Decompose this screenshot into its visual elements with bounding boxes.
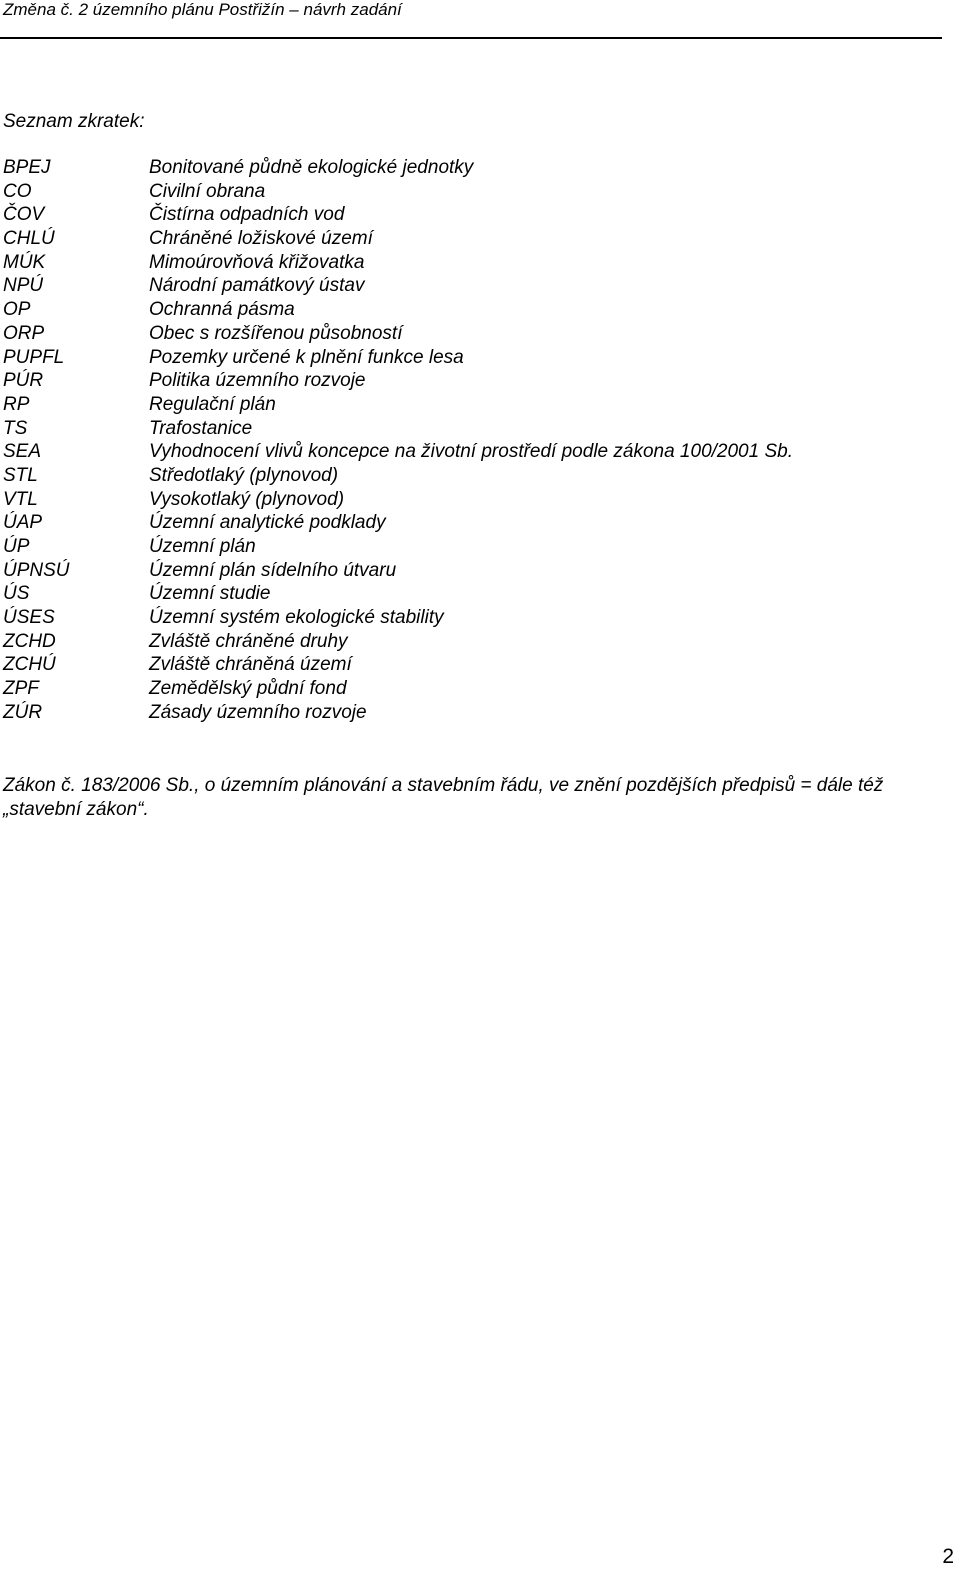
list-item (3, 180, 933, 204)
abbreviation-code: ZPF (3, 678, 39, 700)
list-item (3, 677, 933, 701)
abbreviation-code: NPÚ (3, 275, 44, 297)
abbreviation-meaning: Trafostanice (149, 417, 253, 439)
abbreviation-meaning: Územní plán sídelního útvaru (149, 559, 397, 581)
abbreviation-code: ORP (3, 322, 45, 344)
abbreviation-meaning: Ochranná pásma (149, 299, 295, 321)
header-divider (0, 37, 942, 39)
abbreviation-code: RP (3, 393, 30, 415)
list-item (3, 227, 933, 251)
list-item (3, 630, 933, 654)
abbreviation-meaning: Národní památkový ústav (149, 275, 365, 297)
list-item (3, 322, 933, 346)
abbreviations-heading: Seznam zkratek: (3, 111, 145, 132)
abbreviation-code: VTL (3, 488, 38, 510)
abbreviation-code: OP (3, 299, 31, 321)
abbreviation-meaning: Politika územního rozvoje (149, 370, 366, 392)
list-item (3, 440, 933, 464)
list-item (3, 464, 933, 488)
abbreviation-code: ČOV (3, 204, 45, 226)
list-item (3, 251, 933, 275)
abbreviation-code: CHLÚ (3, 228, 55, 250)
abbreviation-meaning: Zemědělský půdní fond (149, 678, 347, 700)
list-item (3, 488, 933, 512)
abbreviation-meaning: Vyhodnocení vlivů koncepce na životní prostředí podle zákona 100/2001 Sb. (149, 441, 793, 463)
abbreviation-meaning: Územní analytické podklady (149, 512, 386, 534)
abbreviation-code: TS (3, 417, 28, 439)
abbreviation-meaning: Mimoúrovňová křižovatka (149, 251, 365, 273)
abbreviation-meaning: Civilní obrana (149, 180, 266, 202)
abbreviation-code: CO (3, 180, 32, 202)
list-item (3, 298, 933, 322)
abbreviations-list (3, 156, 933, 725)
abbreviation-code: ZCHD (3, 630, 56, 652)
list-item (3, 203, 933, 227)
abbreviation-meaning: Zvláště chráněné druhy (149, 630, 348, 652)
abbreviation-code: ÚS (3, 583, 30, 605)
abbreviation-code: PÚR (3, 370, 44, 392)
abbreviation-meaning: Bonitované půdně ekologické jednotky (149, 157, 474, 178)
abbreviation-meaning: Zásady územního rozvoje (149, 701, 367, 723)
abbreviation-code: STL (3, 464, 38, 486)
page-header-title: Změna č. 2 územního plánu Postřižín – návrh zadání (3, 0, 402, 19)
list-item (3, 156, 933, 180)
list-item (3, 559, 933, 583)
abbreviation-meaning: Čistírna odpadních vod (149, 204, 345, 226)
law-note-paragraph: Zákon č. 183/2006 Sb., o územním plánování a stavebním řádu, ve znění pozdějších předpisů = dále též „stavební zákon“. (3, 775, 884, 820)
abbreviation-meaning: Obec s rozšířenou působností (149, 322, 403, 344)
abbreviation-meaning: Vysokotlaký (plynovod) (149, 488, 345, 510)
page-number: 2 (942, 1545, 954, 1568)
abbreviation-meaning: Územní plán (149, 536, 256, 557)
list-item (3, 606, 933, 630)
list-item (3, 701, 933, 725)
list-item (3, 511, 933, 535)
abbreviation-meaning: Chráněné ložiskové území (149, 228, 373, 250)
list-item (3, 369, 933, 393)
abbreviation-meaning: Zvláště chráněná území (149, 654, 352, 676)
list-item (3, 582, 933, 606)
abbreviation-code: PUPFL (3, 346, 65, 368)
abbreviation-code: ÚP (3, 536, 30, 557)
list-item (3, 417, 933, 441)
abbreviation-code: ZCHÚ (3, 654, 56, 676)
abbreviation-code: BPEJ (3, 157, 51, 178)
abbreviation-meaning: Středotlaký (plynovod) (149, 464, 339, 486)
abbreviation-code: ZÚR (3, 701, 43, 723)
list-item (3, 346, 933, 370)
list-item (3, 535, 933, 559)
abbreviation-meaning: Regulační plán (149, 393, 276, 415)
abbreviation-code: ÚSES (3, 607, 55, 629)
abbreviation-meaning: Pozemky určené k plnění funkce lesa (149, 346, 464, 368)
list-item (3, 653, 933, 677)
list-item (3, 274, 933, 298)
abbreviation-code: ÚPNSÚ (3, 559, 70, 581)
abbreviation-meaning: Územní studie (149, 583, 271, 605)
abbreviation-code: SEA (3, 441, 42, 463)
abbreviation-meaning: Územní systém ekologické stability (149, 607, 444, 629)
abbreviation-code: MÚK (3, 251, 46, 273)
list-item (3, 393, 933, 417)
abbreviation-code: ÚAP (3, 512, 43, 534)
